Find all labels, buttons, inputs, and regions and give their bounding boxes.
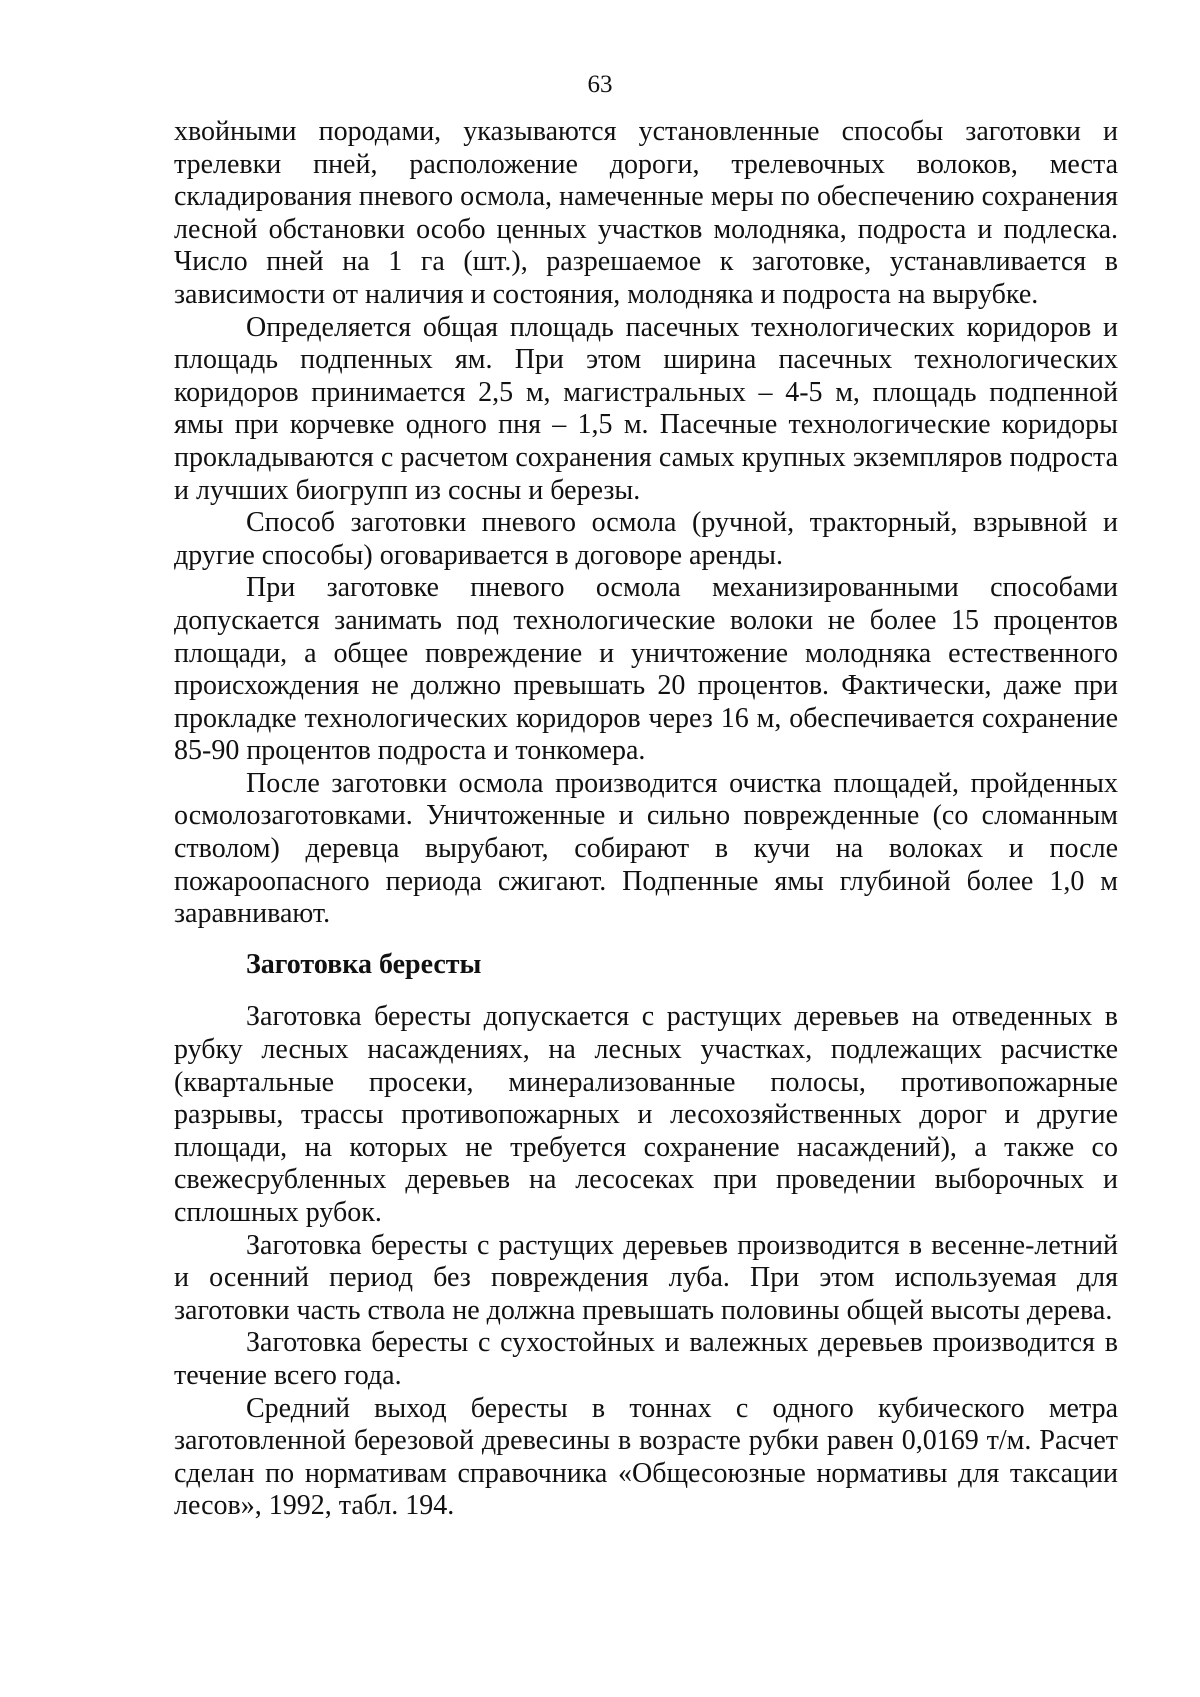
paragraph-birch-bark-yield: Средний выход бересты в тоннах с одного кубического метра заготовленной березовой древесины в возрасте рубки равен 0,0169 т/м. Расчет сделан по нормативам справочника «Общесоюзные нормативы для таксации лесов», 1992, табл. 194.: [174, 1392, 1118, 1522]
paragraph-mechanized: При заготовке пневого осмола механизированными способами допускается занимать под технологические волоки не более 15 процентов площади, а общее повреждение и уничтожение молодняка естественного происхождения не должно превышать 20 процентов. Фактически, даже при прокладке технологических коридоров через 16 м, обеспечивается сохранение 85-90 процентов подроста и тонкомера.: [174, 572, 1118, 767]
paragraph-birch-bark-season: Заготовка бересты с растущих деревьев производится в весенне-летний и осенний период без повреждения луба. При этом используемая для заготовки часть ствола не должна превышать половины общей высоты дерева.: [174, 1229, 1118, 1326]
paragraph-birch-bark-deadwood: Заготовка бересты с сухостойных и валежных деревьев производится в течение всего года.: [174, 1327, 1118, 1391]
paragraph-method: Способ заготовки пневого осмола (ручной, тракторный, взрывной и другие способы) оговаривается в договоре аренды.: [174, 507, 1118, 571]
document-body: [174, 116, 1118, 1523]
paragraph-continuation: хвойными породами, указываются установленные способы заготовки и трелевки пней, расположение дороги, трелевочных волоков, места складирования пневого осмола, намеченные меры по обеспечению сохранения лесной обстановки особо ценных участков молодняка, подроста и подлеска. Число пней на 1 га (шт.), разрешаемое к заготовке, устанавливается в зависимости от наличия и состояния, молодняка и подроста на вырубке.: [174, 116, 1118, 310]
page-number: 63: [587, 71, 613, 98]
paragraph-birch-bark-allowed: Заготовка бересты допускается с растущих деревьев на отведенных в рубку лесных насаждениях, на лесных участках, подлежащих расчистке (квартальные просеки, минерализованные полосы, противопожарные разрывы, трассы противопожарных и лесохозяйственных дорог и другие площади, на которых не требуется сохранение насаждений), а также со свежесрубленных деревьев на лесосеках при проведении выборочных и сплошных рубок.: [174, 1001, 1118, 1228]
paragraph-corridors: Определяется общая площадь пасечных технологических коридоров и площадь подпенных ям. При этом ширина пасечных технологических коридоров принимается 2,5 м, магистральных – 4-5 м, площадь подпенной ямы при корчевке одного пня – 1,5 м. Пасечные технологические коридоры прокладываются с расчетом сохранения самых крупных экземпляров подроста и лучших биогрупп из сосны и березы.: [174, 311, 1118, 506]
section-heading: Заготовка бересты: [246, 948, 482, 980]
paragraph-cleanup: После заготовки осмола производится очистка площадей, пройденных осмолозаготовками. Уничтоженные и сильно поврежденные (со сломанным стволом) деревца вырубают, собирают в кучи на волоках и после пожароопасного периода сжигают. Подпенные ямы глубиной более 1,0 м заравнивают.: [174, 767, 1118, 930]
